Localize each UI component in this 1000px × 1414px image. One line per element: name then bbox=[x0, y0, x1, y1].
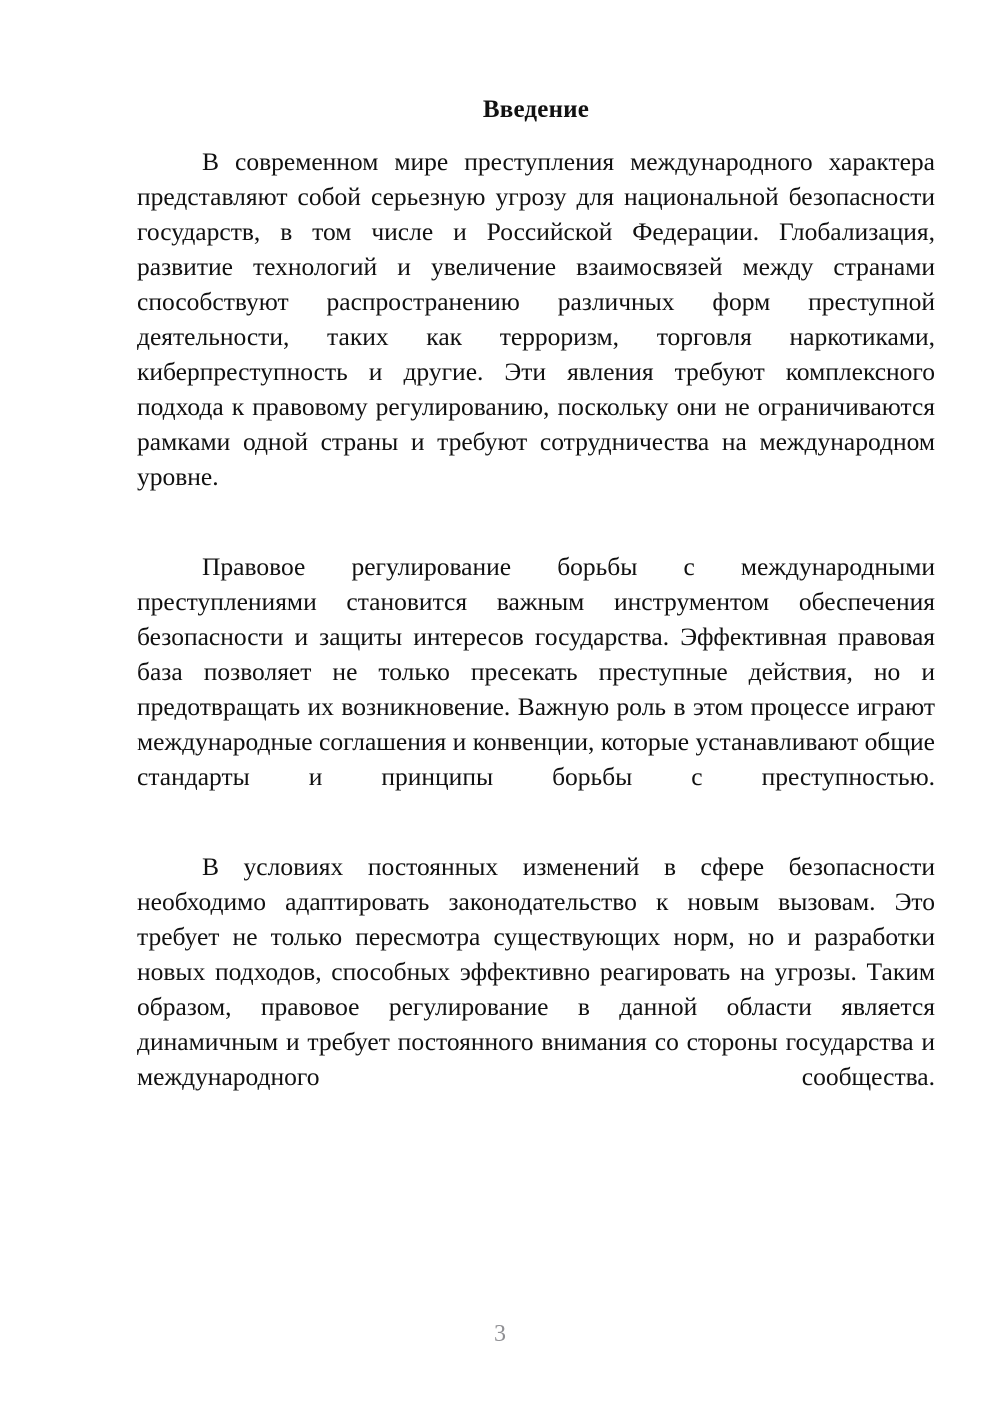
page-title: Введение bbox=[482, 96, 590, 123]
document-content bbox=[137, 0, 935, 1129]
paragraph-3: В условиях постоянных изменений в сфере безопасности необходимо адаптировать законодательство к новым вызовам. Это требует не только пересмотра существующих норм, но и разработки новых подходов, способных эффективно реагировать на угрозы. Таким образом, правовое регулирование в данной области является динамичным и требует постоянного внимания со стороны государства и международного сообщества. bbox=[137, 852, 935, 1091]
page-number: 3 bbox=[494, 1321, 506, 1347]
paragraph-2: Правовое регулирование борьбы с международными преступлениями становится важным инструментом обеспечения безопасности и защиты интересов государства. Эффективная правовая база позволяет не только пресекать преступные действия, но и предотвращать их возникновение. Важную роль в этом процессе играют международные соглашения и конвенции, которые устанавливают общие стандарты и принципы борьбы с преступностью. bbox=[137, 552, 935, 791]
paragraph-1: В современном мире преступления международного характера представляют собой серьезную угрозу для национальной безопасности государств, в том числе и Российской Федерации. Глобализация, развитие технологий и увеличение взаимосвязей между странами способствуют распространению различных форм преступной деятельности, таких как терроризм, торговля наркотиками, киберпреступность и другие. Эти явления требуют комплексного подхода к правовому регулированию, поскольку они не ограничиваются рамками одной страны и требуют сотрудничества на международном уровне. bbox=[137, 147, 935, 491]
